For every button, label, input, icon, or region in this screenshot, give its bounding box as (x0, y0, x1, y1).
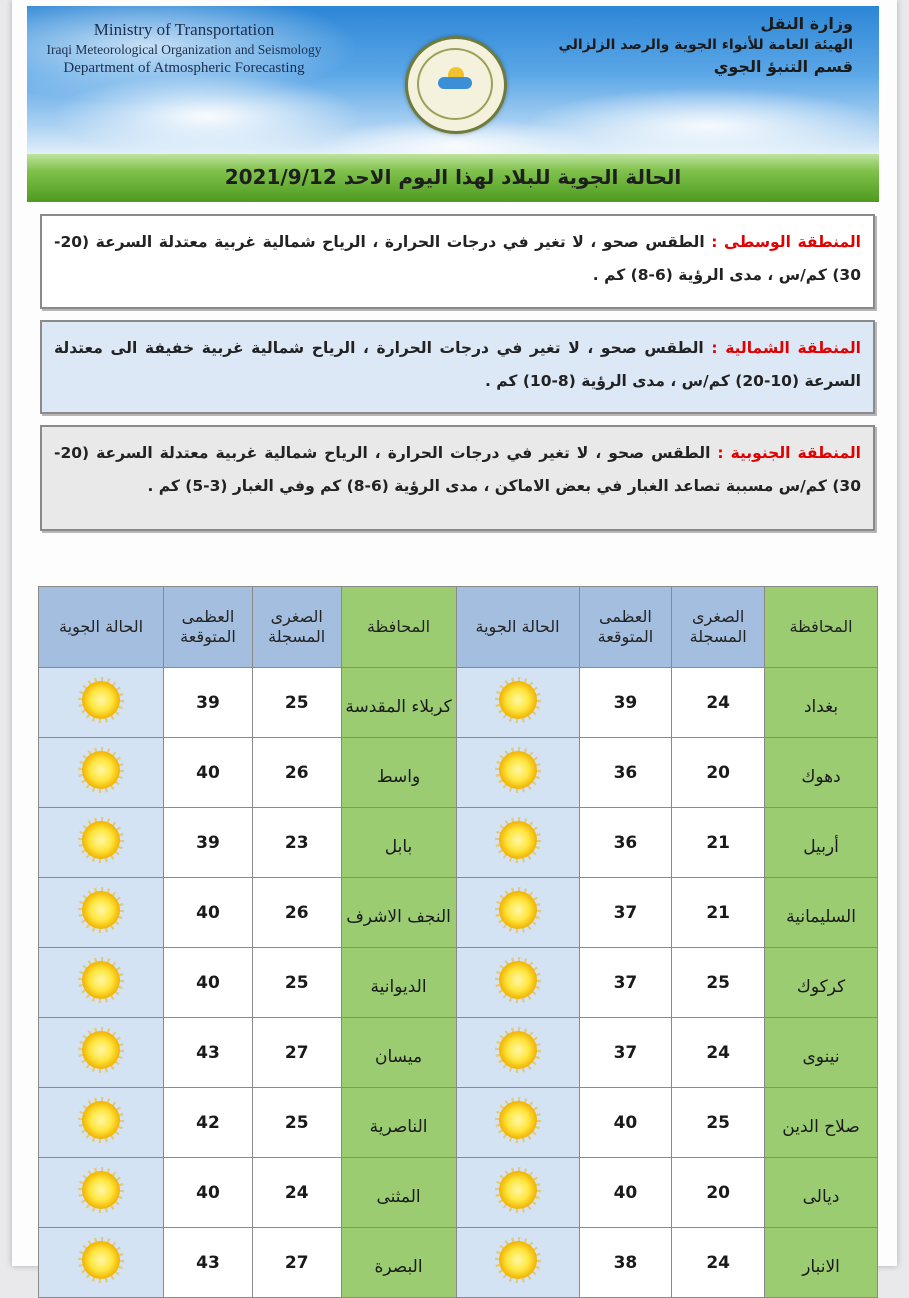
sunny-icon (82, 751, 120, 789)
min-temp-cell: 24 (672, 1228, 765, 1298)
min-temp-cell: 27 (252, 1228, 341, 1298)
header-max: العظمى المتوقعة (579, 587, 672, 668)
sunny-icon (82, 891, 120, 929)
max-temp-cell: 39 (164, 808, 253, 878)
max-temp-cell: 40 (164, 878, 253, 948)
region-name: المنطقة الجنوبية : (717, 444, 861, 462)
governorate-cell: السليمانية (765, 878, 878, 948)
governorate-cell: البصرة (341, 1228, 456, 1298)
organization-seal-icon (405, 36, 507, 134)
governorate-cell: الديوانية (341, 948, 456, 1018)
max-temp-cell: 36 (579, 808, 672, 878)
table-row (39, 1018, 878, 1088)
governorate-cell: المثنى (341, 1158, 456, 1228)
sunny-icon (499, 891, 537, 929)
sunny-icon (82, 681, 120, 719)
max-temp-cell: 37 (579, 878, 672, 948)
table-row (39, 668, 878, 738)
table-row (39, 738, 878, 808)
governorate-cell: كربلاء المقدسة (341, 668, 456, 738)
max-temp-cell: 43 (164, 1018, 253, 1088)
governorate-cell: دهوك (765, 738, 878, 808)
region-text: الطقس صحو ، لا تغير في درجات الحرارة ، الرياح شمالية غربية معتدلة السرعة (20-30) كم/س مسببة تصاعد الغبار في بعض الاماكن ، مدى الرؤية (6-8) كم وفي الغبار (3-5) كم . (54, 444, 861, 495)
table-row (39, 1228, 878, 1298)
condition-cell (39, 1018, 164, 1088)
governorate-cell: أربيل (765, 808, 878, 878)
sunny-icon (82, 1171, 120, 1209)
arabic-header (553, 14, 853, 76)
min-temp-cell: 25 (252, 948, 341, 1018)
header-banner (27, 6, 879, 154)
condition-cell (39, 1088, 164, 1158)
condition-cell (39, 738, 164, 808)
header-governorate: المحافظة (341, 587, 456, 668)
min-temp-cell: 26 (252, 878, 341, 948)
region-south (40, 425, 875, 531)
condition-cell (39, 1228, 164, 1298)
governorate-cell: بابل (341, 808, 456, 878)
sunny-icon (499, 1171, 537, 1209)
header-min: الصغرى المسجلة (252, 587, 341, 668)
condition-cell (456, 1018, 579, 1088)
min-temp-cell: 20 (672, 1158, 765, 1228)
department-name-en: Department of Atmospheric Forecasting (63, 60, 305, 76)
region-north (40, 320, 875, 414)
sunny-icon (82, 1031, 120, 1069)
min-temp-cell: 26 (252, 738, 341, 808)
min-temp-cell: 24 (252, 1158, 341, 1228)
sunny-icon (82, 821, 120, 859)
header-max: العظمى المتوقعة (164, 587, 253, 668)
region-name: المنطقة الشمالية : (711, 339, 861, 357)
min-temp-cell: 25 (672, 1088, 765, 1158)
condition-cell (456, 878, 579, 948)
governorate-cell: ديالى (765, 1158, 878, 1228)
condition-cell (39, 668, 164, 738)
title-bar (27, 154, 879, 202)
condition-cell (39, 808, 164, 878)
max-temp-cell: 36 (579, 738, 672, 808)
page-title: الحالة الجوية للبلاد لهذا اليوم الاحد 2021/9/12 (224, 165, 682, 189)
min-temp-cell: 24 (672, 1018, 765, 1088)
governorate-cell: كركوك (765, 948, 878, 1018)
ministry-name-en: Ministry of Transportation (93, 20, 275, 39)
condition-cell (456, 808, 579, 878)
organization-name-en: Iraqi Meteorological Organization and Seismology (46, 42, 322, 57)
min-temp-cell: 27 (252, 1018, 341, 1088)
max-temp-cell: 39 (579, 668, 672, 738)
min-temp-cell: 23 (252, 808, 341, 878)
region-text: الطقس صحو ، لا تغير في درجات الحرارة ، الرياح شمالية غربية معتدلة السرعة (20-30) كم/س ، مدى الرؤية (6-8) كم . (54, 233, 861, 284)
header-condition: الحالة الجوية (456, 587, 579, 668)
department-name-ar: قسم التنبؤ الجوي (713, 57, 853, 76)
condition-cell (456, 668, 579, 738)
english-header (39, 20, 329, 77)
min-temp-cell: 20 (672, 738, 765, 808)
condition-cell (456, 1088, 579, 1158)
governorate-cell: صلاح الدين (765, 1088, 878, 1158)
max-temp-cell: 42 (164, 1088, 253, 1158)
table-row (39, 1158, 878, 1228)
ministry-name-ar: وزارة النقل (760, 14, 853, 33)
condition-cell (456, 1228, 579, 1298)
max-temp-cell: 37 (579, 948, 672, 1018)
max-temp-cell: 37 (579, 1018, 672, 1088)
header-condition: الحالة الجوية (39, 587, 164, 668)
condition-cell (39, 1158, 164, 1228)
condition-cell (39, 878, 164, 948)
max-temp-cell: 40 (579, 1158, 672, 1228)
governorate-cell: نينوى (765, 1018, 878, 1088)
max-temp-cell: 39 (164, 668, 253, 738)
max-temp-cell: 43 (164, 1228, 253, 1298)
table-header-row (39, 587, 878, 668)
table-body (39, 668, 878, 1298)
condition-cell (456, 1158, 579, 1228)
min-temp-cell: 25 (252, 668, 341, 738)
sunny-icon (499, 1101, 537, 1139)
weather-table (38, 586, 878, 1298)
region-central (40, 214, 875, 309)
min-temp-cell: 25 (252, 1088, 341, 1158)
max-temp-cell: 40 (164, 948, 253, 1018)
header-governorate: المحافظة (765, 587, 878, 668)
header-min: الصغرى المسجلة (672, 587, 765, 668)
governorate-cell: الناصرية (341, 1088, 456, 1158)
min-temp-cell: 24 (672, 668, 765, 738)
max-temp-cell: 40 (164, 738, 253, 808)
sunny-icon (82, 1101, 120, 1139)
sunny-icon (499, 961, 537, 999)
governorate-cell: الانبار (765, 1228, 878, 1298)
max-temp-cell: 38 (579, 1228, 672, 1298)
max-temp-cell: 40 (579, 1088, 672, 1158)
table-row (39, 948, 878, 1018)
min-temp-cell: 21 (672, 808, 765, 878)
condition-cell (39, 948, 164, 1018)
condition-cell (456, 948, 579, 1018)
sunny-icon (82, 961, 120, 999)
region-text: الطقس صحو ، لا تغير في درجات الحرارة ، الرياح شمالية غربية خفيفة الى معتدلة السرعة (10-20) كم/س ، مدى الرؤية (8-10) كم . (54, 339, 861, 390)
sunny-icon (499, 681, 537, 719)
sunny-icon (82, 1241, 120, 1279)
min-temp-cell: 25 (672, 948, 765, 1018)
min-temp-cell: 21 (672, 878, 765, 948)
table-row (39, 878, 878, 948)
sunny-icon (499, 821, 537, 859)
table-row (39, 1088, 878, 1158)
table-row (39, 808, 878, 878)
governorate-cell: واسط (341, 738, 456, 808)
governorate-cell: ميسان (341, 1018, 456, 1088)
sunny-icon (499, 751, 537, 789)
governorate-cell: النجف الاشرف (341, 878, 456, 948)
condition-cell (456, 738, 579, 808)
governorate-cell: بغداد (765, 668, 878, 738)
max-temp-cell: 40 (164, 1158, 253, 1228)
organization-name-ar: الهيئة العامة للأنواء الجوية والرصد الزلزالي (558, 37, 853, 53)
region-name: المنطقة الوسطى : (711, 233, 861, 251)
sunny-icon (499, 1241, 537, 1279)
sunny-icon (499, 1031, 537, 1069)
